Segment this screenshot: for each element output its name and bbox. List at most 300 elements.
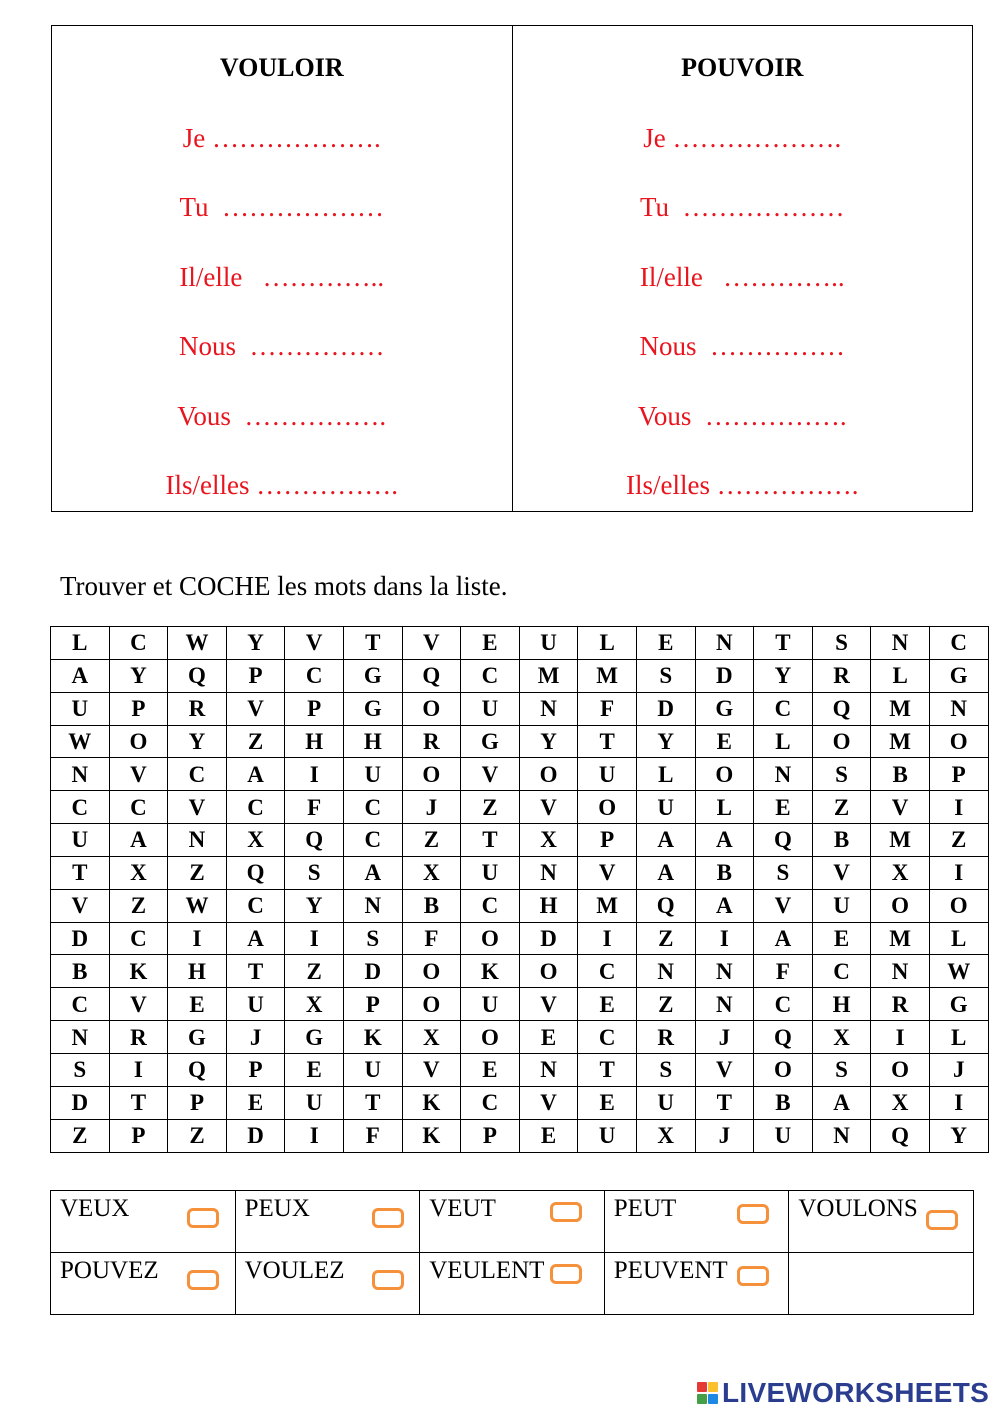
grid-letter[interactable]: V bbox=[226, 692, 285, 725]
grid-letter[interactable]: P bbox=[578, 824, 637, 857]
grid-letter[interactable]: J bbox=[695, 1119, 754, 1152]
grid-letter[interactable]: Z bbox=[461, 791, 520, 824]
grid-letter[interactable]: Y bbox=[636, 725, 695, 758]
grid-letter[interactable]: C bbox=[109, 627, 168, 660]
grid-letter[interactable]: N bbox=[519, 1053, 578, 1086]
grid-letter[interactable]: Z bbox=[168, 1119, 227, 1152]
grid-letter[interactable]: K bbox=[402, 1086, 461, 1119]
grid-letter[interactable]: U bbox=[285, 1086, 344, 1119]
grid-letter[interactable]: Z bbox=[285, 955, 344, 988]
grid-letter[interactable]: S bbox=[343, 922, 402, 955]
grid-letter[interactable]: F bbox=[578, 692, 637, 725]
grid-letter[interactable]: T bbox=[461, 824, 520, 857]
grid-letter[interactable]: V bbox=[109, 988, 168, 1021]
grid-letter[interactable]: C bbox=[168, 758, 227, 791]
grid-letter[interactable]: Q bbox=[285, 824, 344, 857]
grid-letter[interactable]: Z bbox=[636, 922, 695, 955]
grid-letter[interactable]: Y bbox=[168, 725, 227, 758]
grid-letter[interactable]: O bbox=[109, 725, 168, 758]
grid-letter[interactable]: Z bbox=[636, 988, 695, 1021]
grid-letter[interactable]: H bbox=[168, 955, 227, 988]
grid-letter[interactable]: M bbox=[871, 824, 930, 857]
grid-letter[interactable]: A bbox=[636, 824, 695, 857]
grid-letter[interactable]: O bbox=[754, 1053, 813, 1086]
grid-letter[interactable]: H bbox=[519, 889, 578, 922]
grid-letter[interactable]: E bbox=[461, 627, 520, 660]
grid-letter[interactable]: Z bbox=[109, 889, 168, 922]
grid-letter[interactable]: N bbox=[519, 692, 578, 725]
conjugation-row-vous: Vous ……………. bbox=[177, 401, 387, 431]
grid-letter[interactable]: T bbox=[695, 1086, 754, 1119]
grid-letter[interactable]: E bbox=[578, 1086, 637, 1119]
word-checkbox[interactable] bbox=[187, 1208, 219, 1228]
grid-letter[interactable]: L bbox=[578, 627, 637, 660]
grid-letter[interactable]: C bbox=[461, 889, 520, 922]
grid-letter[interactable]: X bbox=[519, 824, 578, 857]
grid-letter[interactable]: R bbox=[402, 725, 461, 758]
grid-letter[interactable]: U bbox=[578, 1119, 637, 1152]
grid-letter[interactable]: O bbox=[871, 1053, 930, 1086]
grid-letter[interactable]: C bbox=[285, 659, 344, 692]
grid-letter[interactable]: I bbox=[929, 791, 988, 824]
grid-letter[interactable]: C bbox=[754, 692, 813, 725]
grid-letter[interactable]: V bbox=[754, 889, 813, 922]
grid-letter[interactable]: P bbox=[285, 692, 344, 725]
grid-row bbox=[51, 627, 989, 660]
grid-letter[interactable]: V bbox=[285, 627, 344, 660]
grid-letter[interactable]: T bbox=[578, 1053, 637, 1086]
word-list-row bbox=[51, 1191, 974, 1253]
grid-letter[interactable]: R bbox=[812, 659, 871, 692]
grid-letter[interactable]: C bbox=[754, 988, 813, 1021]
grid-letter[interactable]: N bbox=[812, 1119, 871, 1152]
grid-letter[interactable]: B bbox=[754, 1086, 813, 1119]
grid-letter[interactable]: O bbox=[929, 725, 988, 758]
grid-letter[interactable]: J bbox=[695, 1021, 754, 1054]
grid-letter[interactable]: M bbox=[519, 659, 578, 692]
grid-letter[interactable]: P bbox=[226, 659, 285, 692]
grid-letter[interactable]: C bbox=[812, 955, 871, 988]
grid-letter[interactable]: X bbox=[285, 988, 344, 1021]
grid-letter[interactable]: V bbox=[519, 1086, 578, 1119]
grid-letter[interactable]: O bbox=[578, 791, 637, 824]
grid-letter[interactable]: O bbox=[461, 1021, 520, 1054]
grid-letter[interactable]: F bbox=[402, 922, 461, 955]
grid-letter[interactable]: Q bbox=[168, 659, 227, 692]
grid-letter[interactable]: C bbox=[51, 988, 110, 1021]
conjugation-row-je: Je ………………. bbox=[643, 123, 842, 153]
grid-letter[interactable]: G bbox=[168, 1021, 227, 1054]
grid-letter[interactable]: R bbox=[109, 1021, 168, 1054]
grid-letter[interactable]: S bbox=[812, 1053, 871, 1086]
grid-letter[interactable]: I bbox=[929, 856, 988, 889]
grid-letter[interactable]: A bbox=[226, 758, 285, 791]
grid-letter[interactable]: V bbox=[812, 856, 871, 889]
grid-letter[interactable]: Q bbox=[754, 824, 813, 857]
word-checkbox[interactable] bbox=[737, 1266, 769, 1286]
conjugation-row-ils-elles: Ils/elles ……………. bbox=[626, 470, 859, 500]
word-checkbox[interactable] bbox=[737, 1204, 769, 1224]
word-list-cell bbox=[420, 1191, 605, 1253]
grid-letter[interactable]: U bbox=[461, 692, 520, 725]
grid-letter[interactable]: S bbox=[636, 659, 695, 692]
grid-letter[interactable]: K bbox=[109, 955, 168, 988]
grid-letter[interactable]: V bbox=[519, 791, 578, 824]
grid-letter[interactable]: O bbox=[519, 955, 578, 988]
grid-letter[interactable]: J bbox=[402, 791, 461, 824]
grid-letter[interactable]: H bbox=[285, 725, 344, 758]
grid-letter[interactable]: N bbox=[168, 824, 227, 857]
conjugation-row-il-elle: Il/elle ………….. bbox=[179, 262, 385, 292]
grid-letter[interactable]: A bbox=[636, 856, 695, 889]
grid-letter[interactable]: X bbox=[402, 856, 461, 889]
grid-letter[interactable]: U bbox=[51, 824, 110, 857]
grid-letter[interactable]: A bbox=[695, 824, 754, 857]
grid-letter[interactable]: C bbox=[343, 824, 402, 857]
grid-letter[interactable]: P bbox=[461, 1119, 520, 1152]
grid-letter[interactable]: B bbox=[51, 955, 110, 988]
grid-letter[interactable]: W bbox=[929, 955, 988, 988]
grid-letter[interactable]: U bbox=[636, 1086, 695, 1119]
grid-letter[interactable]: B bbox=[871, 758, 930, 791]
grid-letter[interactable]: M bbox=[871, 725, 930, 758]
grid-letter[interactable]: V bbox=[578, 856, 637, 889]
grid-letter[interactable]: C bbox=[226, 791, 285, 824]
grid-letter[interactable]: C bbox=[109, 922, 168, 955]
grid-letter[interactable]: C bbox=[929, 627, 988, 660]
grid-letter[interactable]: V bbox=[109, 758, 168, 791]
grid-letter[interactable]: N bbox=[695, 627, 754, 660]
grid-letter[interactable]: Y bbox=[226, 627, 285, 660]
word-list-cell bbox=[235, 1191, 420, 1253]
grid-letter[interactable]: M bbox=[871, 922, 930, 955]
grid-letter[interactable]: G bbox=[695, 692, 754, 725]
grid-letter[interactable]: W bbox=[168, 889, 227, 922]
grid-letter[interactable]: X bbox=[226, 824, 285, 857]
word-checkbox[interactable] bbox=[372, 1270, 404, 1290]
grid-letter[interactable]: P bbox=[109, 692, 168, 725]
grid-row bbox=[51, 922, 989, 955]
grid-letter[interactable]: N bbox=[929, 692, 988, 725]
grid-letter[interactable]: V bbox=[461, 758, 520, 791]
grid-letter[interactable]: L bbox=[51, 627, 110, 660]
grid-letter[interactable]: N bbox=[51, 1021, 110, 1054]
grid-letter[interactable]: G bbox=[285, 1021, 344, 1054]
word-checkbox[interactable] bbox=[550, 1264, 582, 1284]
grid-letter[interactable]: A bbox=[695, 889, 754, 922]
grid-letter[interactable]: C bbox=[226, 889, 285, 922]
grid-letter[interactable]: B bbox=[812, 824, 871, 857]
grid-letter[interactable]: U bbox=[51, 692, 110, 725]
grid-letter[interactable]: O bbox=[812, 725, 871, 758]
grid-letter[interactable]: E bbox=[519, 1119, 578, 1152]
conjugation-row-tu: Tu ……………… bbox=[179, 192, 385, 222]
grid-letter[interactable]: N bbox=[51, 758, 110, 791]
grid-letter[interactable]: E bbox=[168, 988, 227, 1021]
grid-letter[interactable]: T bbox=[578, 725, 637, 758]
grid-letter[interactable]: E bbox=[461, 1053, 520, 1086]
grid-letter[interactable]: S bbox=[812, 627, 871, 660]
grid-letter[interactable]: X bbox=[812, 1021, 871, 1054]
grid-letter[interactable]: Z bbox=[929, 824, 988, 857]
grid-letter[interactable]: K bbox=[343, 1021, 402, 1054]
grid-letter[interactable]: R bbox=[168, 692, 227, 725]
grid-letter[interactable]: D bbox=[519, 922, 578, 955]
grid-letter[interactable]: N bbox=[636, 955, 695, 988]
grid-letter[interactable]: E bbox=[519, 1021, 578, 1054]
grid-letter[interactable]: Z bbox=[51, 1119, 110, 1152]
grid-letter[interactable]: D bbox=[343, 955, 402, 988]
word-label: PEUT bbox=[613, 1195, 677, 1222]
grid-letter[interactable]: B bbox=[402, 889, 461, 922]
grid-letter[interactable]: B bbox=[695, 856, 754, 889]
grid-letter[interactable]: G bbox=[343, 692, 402, 725]
grid-letter[interactable]: Z bbox=[812, 791, 871, 824]
word-list-cell bbox=[789, 1253, 974, 1315]
grid-letter[interactable]: D bbox=[226, 1119, 285, 1152]
grid-letter[interactable]: E bbox=[636, 627, 695, 660]
grid-letter[interactable]: D bbox=[695, 659, 754, 692]
grid-letter[interactable]: U bbox=[578, 758, 637, 791]
grid-letter[interactable]: S bbox=[636, 1053, 695, 1086]
grid-letter[interactable]: O bbox=[402, 988, 461, 1021]
grid-letter[interactable]: V bbox=[695, 1053, 754, 1086]
grid-letter[interactable]: T bbox=[109, 1086, 168, 1119]
grid-letter[interactable]: S bbox=[812, 758, 871, 791]
grid-row bbox=[51, 659, 989, 692]
grid-letter[interactable]: T bbox=[51, 856, 110, 889]
grid-letter[interactable]: V bbox=[519, 988, 578, 1021]
grid-letter[interactable]: A bbox=[812, 1086, 871, 1119]
grid-letter[interactable]: O bbox=[519, 758, 578, 791]
word-label: PEUVENT bbox=[613, 1257, 728, 1284]
grid-letter[interactable]: Z bbox=[168, 856, 227, 889]
grid-letter[interactable]: C bbox=[343, 791, 402, 824]
grid-letter[interactable]: L bbox=[754, 725, 813, 758]
grid-letter[interactable]: I bbox=[285, 922, 344, 955]
grid-letter[interactable]: S bbox=[51, 1053, 110, 1086]
grid-letter[interactable]: O bbox=[871, 889, 930, 922]
grid-letter[interactable]: O bbox=[402, 955, 461, 988]
grid-letter[interactable]: Q bbox=[812, 692, 871, 725]
grid-letter[interactable]: U bbox=[343, 1053, 402, 1086]
grid-letter[interactable]: I bbox=[285, 1119, 344, 1152]
grid-letter[interactable]: N bbox=[871, 955, 930, 988]
grid-letter[interactable]: I bbox=[871, 1021, 930, 1054]
word-label: VOULEZ bbox=[244, 1257, 345, 1284]
grid-letter[interactable]: N bbox=[343, 889, 402, 922]
grid-letter[interactable]: X bbox=[636, 1119, 695, 1152]
grid-letter[interactable]: L bbox=[871, 659, 930, 692]
grid-letter[interactable]: U bbox=[461, 988, 520, 1021]
grid-letter[interactable]: W bbox=[168, 627, 227, 660]
grid-letter[interactable]: J bbox=[929, 1053, 988, 1086]
grid-letter[interactable]: F bbox=[343, 1119, 402, 1152]
grid-letter[interactable]: L bbox=[929, 1021, 988, 1054]
grid-letter[interactable]: Y bbox=[285, 889, 344, 922]
grid-letter[interactable]: Q bbox=[168, 1053, 227, 1086]
grid-letter[interactable]: G bbox=[461, 725, 520, 758]
grid-letter[interactable]: X bbox=[402, 1021, 461, 1054]
grid-row bbox=[51, 791, 989, 824]
grid-letter[interactable]: H bbox=[812, 988, 871, 1021]
grid-letter[interactable]: C bbox=[578, 1021, 637, 1054]
grid-letter[interactable]: M bbox=[578, 889, 637, 922]
grid-letter[interactable]: E bbox=[695, 725, 754, 758]
grid-letter[interactable]: Q bbox=[226, 856, 285, 889]
grid-letter[interactable]: S bbox=[754, 856, 813, 889]
grid-letter[interactable]: Y bbox=[929, 1119, 988, 1152]
grid-letter[interactable]: T bbox=[226, 955, 285, 988]
grid-letter[interactable]: P bbox=[343, 988, 402, 1021]
grid-letter[interactable]: N bbox=[871, 627, 930, 660]
grid-letter[interactable]: I bbox=[109, 1053, 168, 1086]
grid-letter[interactable]: O bbox=[402, 692, 461, 725]
grid-letter[interactable]: N bbox=[519, 856, 578, 889]
grid-letter[interactable]: A bbox=[51, 659, 110, 692]
grid-row bbox=[51, 758, 989, 791]
grid-letter[interactable]: E bbox=[812, 922, 871, 955]
grid-letter[interactable]: I bbox=[929, 1086, 988, 1119]
grid-letter[interactable]: R bbox=[871, 988, 930, 1021]
word-label: VEULENT bbox=[429, 1257, 545, 1284]
conjugation-row-nous: Nous …………… bbox=[178, 331, 385, 361]
grid-letter[interactable]: X bbox=[109, 856, 168, 889]
grid-letter[interactable]: M bbox=[871, 692, 930, 725]
word-list-cell bbox=[604, 1253, 789, 1315]
grid-letter[interactable]: W bbox=[51, 725, 110, 758]
grid-letter[interactable]: M bbox=[578, 659, 637, 692]
grid-letter[interactable]: V bbox=[871, 791, 930, 824]
grid-letter[interactable]: Q bbox=[402, 659, 461, 692]
grid-letter[interactable]: I bbox=[168, 922, 227, 955]
grid-letter[interactable]: K bbox=[461, 955, 520, 988]
grid-letter[interactable]: L bbox=[929, 922, 988, 955]
grid-letter[interactable]: N bbox=[695, 955, 754, 988]
grid-letter[interactable]: C bbox=[461, 1086, 520, 1119]
grid-row bbox=[51, 955, 989, 988]
grid-letter[interactable]: K bbox=[402, 1119, 461, 1152]
grid-letter[interactable]: V bbox=[168, 791, 227, 824]
logo-mark-icon bbox=[697, 1381, 719, 1405]
grid-letter[interactable]: P bbox=[168, 1086, 227, 1119]
grid-letter[interactable]: J bbox=[226, 1021, 285, 1054]
grid-letter[interactable]: U bbox=[226, 988, 285, 1021]
grid-letter[interactable]: H bbox=[343, 725, 402, 758]
grid-letter[interactable]: D bbox=[51, 1086, 110, 1119]
word-search-grid bbox=[50, 626, 989, 1153]
grid-letter[interactable]: Q bbox=[871, 1119, 930, 1152]
grid-letter[interactable]: V bbox=[51, 889, 110, 922]
word-list-cell bbox=[51, 1191, 236, 1253]
word-checkbox[interactable] bbox=[372, 1208, 404, 1228]
grid-letter[interactable]: I bbox=[285, 758, 344, 791]
grid-letter[interactable]: F bbox=[754, 955, 813, 988]
grid-letter[interactable]: A bbox=[343, 856, 402, 889]
grid-letter[interactable]: Y bbox=[109, 659, 168, 692]
grid-letter[interactable]: C bbox=[578, 955, 637, 988]
grid-letter[interactable]: P bbox=[109, 1119, 168, 1152]
grid-letter[interactable]: O bbox=[402, 758, 461, 791]
grid-letter[interactable]: Q bbox=[754, 1021, 813, 1054]
grid-letter[interactable]: Z bbox=[226, 725, 285, 758]
conjugation-row-tu: Tu ……………… bbox=[639, 192, 845, 222]
conjugation-column-pouvoir bbox=[512, 26, 973, 511]
word-list-cell bbox=[235, 1253, 420, 1315]
grid-letter[interactable]: Y bbox=[519, 725, 578, 758]
grid-letter[interactable]: P bbox=[929, 758, 988, 791]
grid-letter[interactable]: T bbox=[754, 627, 813, 660]
grid-letter[interactable]: U bbox=[636, 791, 695, 824]
grid-letter[interactable]: Y bbox=[754, 659, 813, 692]
grid-letter[interactable]: Z bbox=[402, 824, 461, 857]
grid-letter[interactable]: C bbox=[461, 659, 520, 692]
grid-letter[interactable]: A bbox=[226, 922, 285, 955]
grid-letter[interactable]: A bbox=[754, 922, 813, 955]
grid-letter[interactable]: E bbox=[226, 1086, 285, 1119]
grid-letter[interactable]: G bbox=[929, 988, 988, 1021]
word-checkbox[interactable] bbox=[926, 1210, 958, 1230]
grid-letter[interactable]: D bbox=[51, 922, 110, 955]
grid-letter[interactable]: O bbox=[461, 922, 520, 955]
grid-letter[interactable]: T bbox=[343, 1086, 402, 1119]
grid-letter[interactable]: X bbox=[871, 1086, 930, 1119]
grid-letter[interactable]: T bbox=[343, 627, 402, 660]
grid-letter[interactable]: E bbox=[578, 988, 637, 1021]
grid-letter[interactable]: A bbox=[109, 824, 168, 857]
grid-letter[interactable]: P bbox=[226, 1053, 285, 1086]
word-checkbox[interactable] bbox=[187, 1270, 219, 1290]
grid-letter[interactable]: F bbox=[285, 791, 344, 824]
word-checkbox[interactable] bbox=[550, 1202, 582, 1222]
grid-letter[interactable]: O bbox=[695, 758, 754, 791]
grid-letter[interactable]: U bbox=[343, 758, 402, 791]
grid-letter[interactable]: I bbox=[578, 922, 637, 955]
grid-letter[interactable]: L bbox=[695, 791, 754, 824]
conjugation-row-ils-elles: Ils/elles ……………. bbox=[165, 470, 398, 500]
grid-letter[interactable]: G bbox=[343, 659, 402, 692]
grid-letter[interactable]: L bbox=[636, 758, 695, 791]
grid-letter[interactable]: E bbox=[285, 1053, 344, 1086]
grid-letter[interactable]: V bbox=[402, 1053, 461, 1086]
grid-letter[interactable]: Q bbox=[636, 889, 695, 922]
grid-row bbox=[51, 1053, 989, 1086]
grid-letter[interactable]: G bbox=[929, 659, 988, 692]
grid-letter[interactable]: S bbox=[285, 856, 344, 889]
grid-letter[interactable]: R bbox=[636, 1021, 695, 1054]
grid-letter[interactable]: U bbox=[461, 856, 520, 889]
grid-letter[interactable]: V bbox=[402, 627, 461, 660]
conjugation-row-nous: Nous …………… bbox=[639, 331, 845, 361]
grid-letter[interactable]: U bbox=[812, 889, 871, 922]
grid-letter[interactable]: N bbox=[754, 758, 813, 791]
grid-letter[interactable]: U bbox=[754, 1119, 813, 1152]
grid-letter[interactable]: D bbox=[636, 692, 695, 725]
grid-row bbox=[51, 1119, 989, 1152]
grid-letter[interactable]: E bbox=[754, 791, 813, 824]
grid-letter[interactable]: X bbox=[871, 856, 930, 889]
grid-letter[interactable]: C bbox=[51, 791, 110, 824]
grid-letter[interactable]: C bbox=[109, 791, 168, 824]
instruction-text: Trouver et COCHE les mots dans la liste. bbox=[60, 571, 508, 601]
grid-letter[interactable]: N bbox=[695, 988, 754, 1021]
word-label: POUVEZ bbox=[60, 1257, 159, 1284]
grid-letter[interactable]: U bbox=[519, 627, 578, 660]
grid-letter[interactable]: I bbox=[695, 922, 754, 955]
word-label: PEUX bbox=[244, 1195, 310, 1222]
grid-letter[interactable]: O bbox=[929, 889, 988, 922]
grid-row bbox=[51, 1021, 989, 1054]
